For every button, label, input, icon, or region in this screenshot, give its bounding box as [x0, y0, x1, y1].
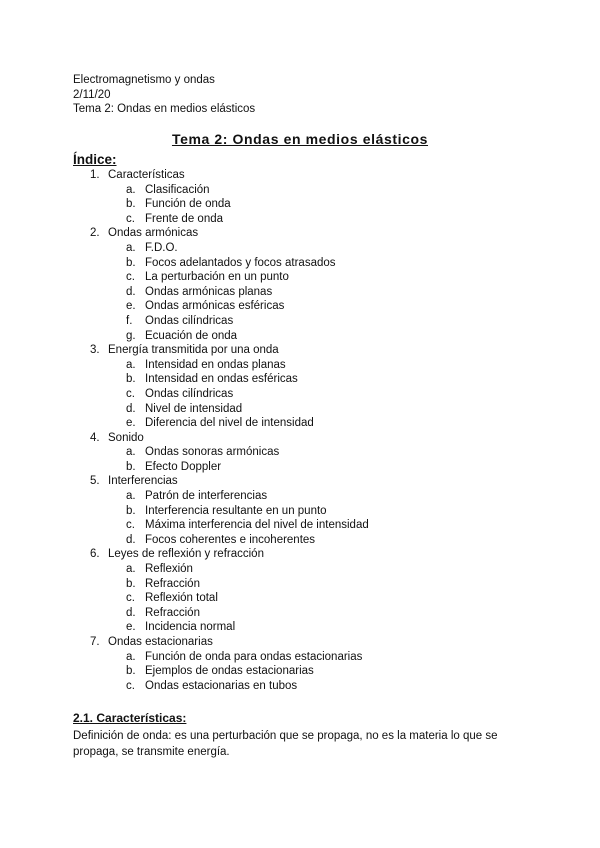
toc-subitem: [0, 241, 600, 256]
toc-subitem: [0, 577, 600, 592]
toc-subitem: [0, 256, 600, 271]
toc-subitem-label: Función de onda: [145, 198, 231, 211]
document-header: [73, 73, 255, 117]
toc-subitem-letter: d.: [126, 606, 136, 619]
course-name: Electromagnetismo y ondas: [73, 74, 215, 86]
toc-item-number: 4.: [90, 431, 100, 444]
toc-subitem-letter: e.: [126, 300, 136, 313]
section-heading: 2.1. Características:: [73, 711, 187, 725]
toc-item-number: 7.: [90, 636, 100, 648]
toc-subitem-label: Incidencia normal: [145, 621, 236, 634]
toc-subitem: [0, 285, 600, 300]
toc-subitem-letter: c.: [126, 387, 135, 400]
toc-subitem-label: Ondas estacionarias en tubos: [145, 679, 298, 692]
toc-subitem-letter: e.: [126, 621, 136, 634]
toc-subitem: [0, 329, 600, 344]
toc-subitem: [0, 299, 600, 314]
toc-subitem-label: Refracción: [145, 606, 200, 619]
toc-subitem-letter: c.: [126, 212, 135, 225]
toc-subitem-letter: c.: [126, 519, 135, 532]
toc-subitem-label: Focos adelantados y focos atrasados: [145, 256, 336, 269]
toc-item-number: 3.: [90, 344, 100, 357]
toc-item-number: 1.: [90, 169, 100, 181]
toc-item-label: Ondas armónicas: [108, 227, 199, 240]
toc-subitem-label: La perturbación en un punto: [145, 271, 289, 284]
toc-subitem-label: Reflexión: [145, 563, 193, 576]
toc-item: [0, 343, 600, 358]
toc-subitem: [0, 620, 600, 635]
toc-item-label: Ondas estacionarias: [108, 636, 213, 648]
document-date: 2/11/20: [73, 88, 111, 101]
toc-subitem-letter: a.: [126, 650, 136, 663]
toc-subitem-letter: d.: [126, 533, 136, 546]
toc-subitem-label: Ecuación de onda: [145, 329, 238, 342]
toc-item-label: Características: [108, 169, 185, 181]
page-title: Tema 2: Ondas en medios elásticos: [171, 131, 429, 147]
toc-item-number: 5.: [90, 475, 100, 488]
topic-line: Tema 2: Ondas en medios elásticos: [73, 103, 256, 115]
toc-subitem-label: Ondas armónicas planas: [145, 285, 273, 298]
toc-subitem-letter: b.: [126, 373, 136, 386]
toc-subitem-letter: a.: [126, 563, 136, 576]
toc-subitem-letter: b.: [126, 577, 136, 590]
toc-subitem: [0, 664, 600, 679]
toc-subitem-letter: g.: [126, 329, 136, 342]
toc-subitem-letter: d.: [126, 285, 136, 298]
toc-subitem-label: Intensidad en ondas esféricas: [145, 373, 298, 386]
toc-subitem-label: Efecto Doppler: [145, 460, 222, 473]
table-of-contents: [0, 168, 600, 693]
toc-subitem: [0, 212, 600, 227]
toc-subitem-letter: a.: [126, 490, 136, 503]
toc-subitem-letter: a.: [126, 358, 136, 371]
toc-subitem: [0, 270, 600, 285]
toc-item: [0, 547, 600, 562]
toc-subitem-letter: d.: [126, 402, 136, 415]
toc-subitem: [0, 358, 600, 373]
toc-subitem-label: Ondas sonoras armónicas: [145, 446, 280, 459]
toc-subitem-label: Ondas cilíndricas: [145, 387, 234, 400]
toc-subitem: [0, 402, 600, 417]
toc-subitem-label: Patrón de interferencias: [145, 490, 268, 503]
toc-item: [0, 635, 600, 650]
toc-subitem-letter: b.: [126, 665, 136, 678]
toc-subitem-letter: c.: [126, 679, 135, 692]
toc-subitem-letter: b.: [126, 504, 136, 517]
toc-subitem-label: Interferencia resultante en un punto: [145, 504, 327, 517]
toc-subitem: [0, 679, 600, 694]
toc-subitem-label: Refracción: [145, 577, 200, 590]
toc-subitem: [0, 460, 600, 475]
toc-item-label: Leyes de reflexión y refracción: [108, 548, 264, 561]
toc-item-label: Interferencias: [108, 475, 178, 488]
toc-subitem: [0, 504, 600, 519]
toc-subitem-label: Diferencia del nivel de intensidad: [145, 417, 314, 430]
toc-subitem-label: Reflexión total: [145, 592, 218, 605]
toc-subitem: [0, 445, 600, 460]
toc-item-label: Sonido: [108, 431, 144, 444]
toc-subitem-label: Ondas cilíndricas: [145, 314, 234, 327]
toc-subitem-label: F.D.O.: [145, 241, 178, 254]
toc-item-number: 6.: [90, 548, 100, 561]
toc-item-label: Energía transmitida por una onda: [108, 344, 279, 357]
toc-subitem-letter: a.: [126, 183, 136, 196]
toc-subitem: [0, 372, 600, 387]
toc-subitem: [0, 314, 600, 329]
toc-subitem-label: Ejemplos de ondas estacionarias: [145, 665, 314, 678]
toc-subitem-label: Intensidad en ondas planas: [145, 358, 286, 371]
toc-item-number: 2.: [90, 227, 100, 240]
toc-subitem: [0, 489, 600, 504]
toc-item: [0, 226, 600, 241]
toc-item: [0, 431, 600, 446]
toc-subitem: [0, 416, 600, 431]
toc-subitem: [0, 562, 600, 577]
toc-item: [0, 168, 600, 183]
index-heading: Índice:: [73, 152, 117, 167]
toc-subitem-label: Frente de onda: [145, 212, 224, 225]
toc-subitem-letter: c.: [126, 271, 135, 284]
toc-subitem-letter: a.: [126, 241, 136, 254]
toc-subitem: [0, 606, 600, 621]
toc-subitem: [0, 183, 600, 198]
toc-subitem-label: Nivel de intensidad: [145, 402, 243, 415]
toc-subitem-label: Clasificación: [145, 183, 210, 196]
toc-subitem-label: Ondas armónicas esféricas: [145, 300, 285, 313]
toc-subitem: [0, 197, 600, 212]
toc-subitem-letter: b.: [126, 460, 136, 473]
toc-subitem-label: Función de onda para ondas estacionarias: [145, 650, 363, 663]
toc-subitem-letter: b.: [126, 256, 136, 269]
toc-subitem: [0, 533, 600, 548]
toc-subitem: [0, 650, 600, 665]
toc-subitem: [0, 387, 600, 402]
toc-subitem-letter: c.: [126, 592, 135, 605]
toc-subitem-letter: b.: [126, 198, 136, 211]
toc-subitem-letter: a.: [126, 446, 136, 459]
toc-subitem-label: Máxima interferencia del nivel de intensidad: [145, 519, 369, 532]
toc-item: [0, 474, 600, 489]
toc-subitem-label: Focos coherentes e incoherentes: [145, 533, 316, 546]
toc-subitem-letter: e.: [126, 417, 136, 430]
toc-subitem: [0, 518, 600, 533]
toc-subitem: [0, 591, 600, 606]
section-paragraph: Definición de onda: es una perturbación que se propaga, no es la materia lo que se propaga, se transmite energía.: [73, 730, 498, 758]
toc-subitem-letter: f.: [126, 314, 133, 327]
